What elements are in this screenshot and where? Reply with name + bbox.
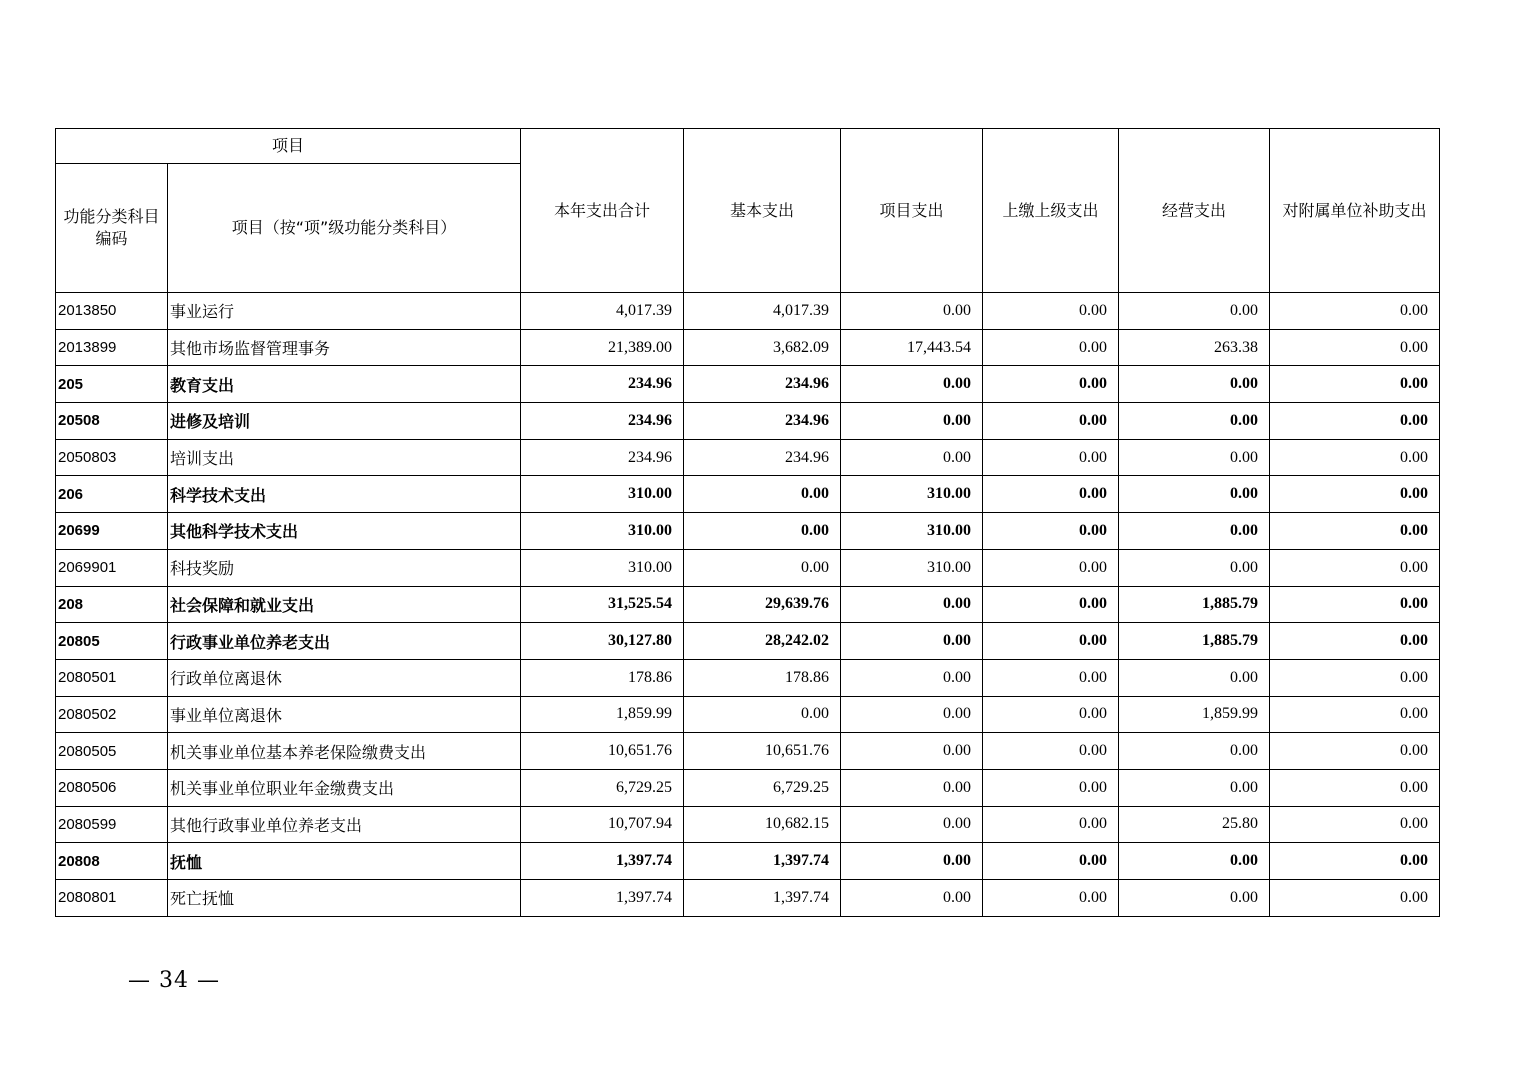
table-row [56,769,1440,806]
table-row [56,659,1440,696]
cell-name: 社会保障和就业支出 [168,586,521,623]
cell-code: 2050803 [56,439,168,476]
cell-code: 20805 [56,623,168,660]
cell-total: 234.96 [521,403,684,440]
cell-total: 10,651.76 [521,733,684,770]
header-basic: 基本支出 [684,129,841,293]
cell-upper: 0.00 [983,623,1119,660]
table-row [56,513,1440,550]
cell-project: 0.00 [841,733,983,770]
cell-basic: 0.00 [684,513,841,550]
cell-subsidy: 0.00 [1270,843,1440,880]
cell-upper: 0.00 [983,659,1119,696]
cell-code: 2013850 [56,293,168,330]
cell-code: 2080801 [56,880,168,917]
cell-upper: 0.00 [983,403,1119,440]
table-row [56,366,1440,403]
cell-business: 0.00 [1119,476,1270,513]
table-body [56,293,1440,917]
cell-business: 1,859.99 [1119,696,1270,733]
header-subsidy: 对附属单位补助支出 [1270,129,1440,293]
cell-basic: 1,397.74 [684,843,841,880]
cell-name: 机关事业单位职业年金缴费支出 [168,769,521,806]
table-row [56,696,1440,733]
cell-total: 21,389.00 [521,329,684,366]
header-business: 经营支出 [1119,129,1270,293]
cell-project: 0.00 [841,843,983,880]
cell-code: 2080599 [56,806,168,843]
cell-upper: 0.00 [983,843,1119,880]
cell-business: 1,885.79 [1119,586,1270,623]
cell-name: 其他科学技术支出 [168,513,521,550]
cell-name: 进修及培训 [168,403,521,440]
cell-total: 234.96 [521,366,684,403]
cell-project: 0.00 [841,586,983,623]
cell-basic: 10,651.76 [684,733,841,770]
cell-project: 310.00 [841,513,983,550]
cell-name: 其他行政事业单位养老支出 [168,806,521,843]
table-row [56,476,1440,513]
cell-basic: 234.96 [684,403,841,440]
header-name: 项目（按“项”级功能分类科目） [168,164,521,293]
cell-project: 310.00 [841,476,983,513]
cell-code: 2080505 [56,733,168,770]
cell-total: 31,525.54 [521,586,684,623]
header-total: 本年支出合计 [521,129,684,293]
cell-name: 其他市场监督管理事务 [168,329,521,366]
table-row [56,329,1440,366]
cell-subsidy: 0.00 [1270,366,1440,403]
cell-subsidy: 0.00 [1270,880,1440,917]
cell-name: 行政单位离退休 [168,659,521,696]
cell-code: 20808 [56,843,168,880]
header-upper-payment: 上缴上级支出 [983,129,1119,293]
cell-code: 20699 [56,513,168,550]
cell-total: 10,707.94 [521,806,684,843]
cell-business: 0.00 [1119,659,1270,696]
cell-business: 0.00 [1119,513,1270,550]
cell-subsidy: 0.00 [1270,549,1440,586]
cell-name: 行政事业单位养老支出 [168,623,521,660]
cell-upper: 0.00 [983,806,1119,843]
cell-upper: 0.00 [983,586,1119,623]
cell-code: 2080501 [56,659,168,696]
cell-subsidy: 0.00 [1270,586,1440,623]
cell-upper: 0.00 [983,880,1119,917]
cell-business: 25.80 [1119,806,1270,843]
cell-code: 2080506 [56,769,168,806]
cell-subsidy: 0.00 [1270,293,1440,330]
cell-subsidy: 0.00 [1270,439,1440,476]
cell-basic: 234.96 [684,366,841,403]
cell-name: 培训支出 [168,439,521,476]
cell-code: 2013899 [56,329,168,366]
cell-code: 206 [56,476,168,513]
cell-upper: 0.00 [983,769,1119,806]
expenditure-table [55,128,1440,917]
cell-name: 科技奖励 [168,549,521,586]
cell-project: 0.00 [841,806,983,843]
cell-total: 178.86 [521,659,684,696]
cell-subsidy: 0.00 [1270,513,1440,550]
cell-total: 1,859.99 [521,696,684,733]
cell-upper: 0.00 [983,293,1119,330]
cell-subsidy: 0.00 [1270,806,1440,843]
cell-basic: 0.00 [684,476,841,513]
cell-business: 0.00 [1119,880,1270,917]
cell-upper: 0.00 [983,549,1119,586]
header-project-group: 项目 [56,129,521,164]
header-code [56,164,168,293]
cell-subsidy: 0.00 [1270,769,1440,806]
cell-name: 机关事业单位基本养老保险缴费支出 [168,733,521,770]
cell-project: 0.00 [841,659,983,696]
cell-name: 抚恤 [168,843,521,880]
cell-code: 2069901 [56,549,168,586]
cell-total: 1,397.74 [521,880,684,917]
table-row [56,586,1440,623]
cell-name: 事业运行 [168,293,521,330]
cell-code: 20508 [56,403,168,440]
cell-upper: 0.00 [983,439,1119,476]
cell-project: 0.00 [841,623,983,660]
cell-business: 0.00 [1119,733,1270,770]
cell-upper: 0.00 [983,366,1119,403]
cell-basic: 1,397.74 [684,880,841,917]
table-row [56,806,1440,843]
cell-code: 2080502 [56,696,168,733]
table-row [56,880,1440,917]
cell-project: 0.00 [841,366,983,403]
cell-subsidy: 0.00 [1270,403,1440,440]
cell-basic: 4,017.39 [684,293,841,330]
cell-business: 263.38 [1119,329,1270,366]
cell-upper: 0.00 [983,696,1119,733]
cell-project: 0.00 [841,403,983,440]
cell-business: 0.00 [1119,366,1270,403]
cell-upper: 0.00 [983,476,1119,513]
cell-total: 1,397.74 [521,843,684,880]
table-row [56,733,1440,770]
table-row [56,549,1440,586]
cell-subsidy: 0.00 [1270,659,1440,696]
cell-basic: 29,639.76 [684,586,841,623]
table-header [56,129,1440,293]
cell-total: 4,017.39 [521,293,684,330]
cell-basic: 10,682.15 [684,806,841,843]
cell-subsidy: 0.00 [1270,696,1440,733]
cell-business: 0.00 [1119,843,1270,880]
cell-total: 6,729.25 [521,769,684,806]
cell-name: 科学技术支出 [168,476,521,513]
cell-project: 0.00 [841,696,983,733]
cell-subsidy: 0.00 [1270,476,1440,513]
cell-subsidy: 0.00 [1270,329,1440,366]
cell-basic: 178.86 [684,659,841,696]
cell-name: 死亡抚恤 [168,880,521,917]
cell-total: 310.00 [521,549,684,586]
cell-upper: 0.00 [983,733,1119,770]
table-row [56,403,1440,440]
cell-basic: 28,242.02 [684,623,841,660]
cell-total: 310.00 [521,476,684,513]
cell-code: 205 [56,366,168,403]
cell-subsidy: 0.00 [1270,733,1440,770]
cell-basic: 0.00 [684,696,841,733]
cell-total: 30,127.80 [521,623,684,660]
cell-code: 208 [56,586,168,623]
table-row [56,439,1440,476]
cell-name: 事业单位离退休 [168,696,521,733]
table-row [56,843,1440,880]
cell-business: 1,885.79 [1119,623,1270,660]
cell-basic: 0.00 [684,549,841,586]
cell-total: 234.96 [521,439,684,476]
page-number: — 34 — [128,968,220,993]
cell-project: 0.00 [841,880,983,917]
cell-business: 0.00 [1119,769,1270,806]
cell-business: 0.00 [1119,403,1270,440]
cell-upper: 0.00 [983,513,1119,550]
cell-basic: 6,729.25 [684,769,841,806]
cell-project: 0.00 [841,769,983,806]
cell-project: 0.00 [841,439,983,476]
header-code-text: 功能分类科目编码 [63,207,160,248]
cell-basic: 234.96 [684,439,841,476]
cell-project: 17,443.54 [841,329,983,366]
cell-business: 0.00 [1119,549,1270,586]
cell-business: 0.00 [1119,293,1270,330]
header-project-expense: 项目支出 [841,129,983,293]
cell-basic: 3,682.09 [684,329,841,366]
cell-business: 0.00 [1119,439,1270,476]
table-row [56,623,1440,660]
cell-name: 教育支出 [168,366,521,403]
cell-project: 0.00 [841,293,983,330]
cell-subsidy: 0.00 [1270,623,1440,660]
cell-total: 310.00 [521,513,684,550]
cell-upper: 0.00 [983,329,1119,366]
table-row [56,293,1440,330]
cell-project: 310.00 [841,549,983,586]
